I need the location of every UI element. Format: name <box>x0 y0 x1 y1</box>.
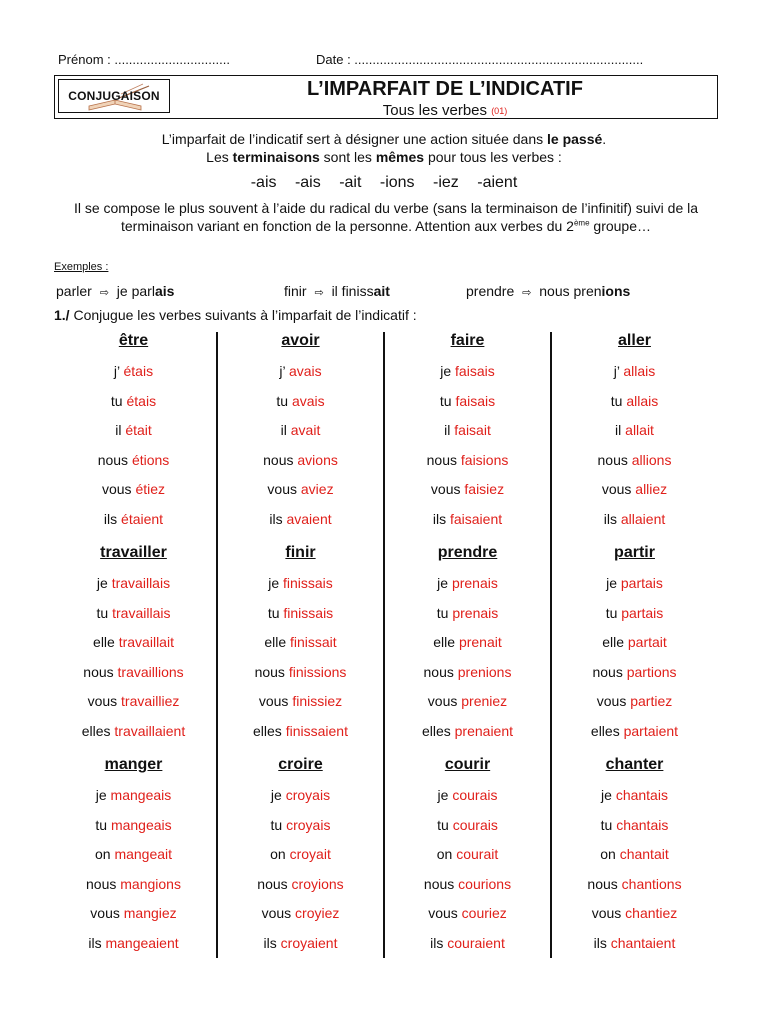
conjugated-form: faisiez <box>464 481 505 497</box>
conjugated-form: croyais <box>285 787 331 803</box>
intro-line-1-text: L’imparfait de l’indicatif sert à désigner une action située dans <box>161 131 544 147</box>
pronoun: je <box>606 575 617 591</box>
conjugated-form: mangeais <box>110 787 172 803</box>
conjugation-row <box>551 723 718 739</box>
exercise-instruction <box>54 307 417 323</box>
pronoun: vous <box>87 693 118 709</box>
conjugated-form: chantais <box>615 787 668 803</box>
conjugation-row <box>384 723 551 739</box>
conjugated-form: prenait <box>458 634 502 650</box>
conjugated-form: avais <box>291 392 325 409</box>
conjugated-form: finissait <box>290 634 337 650</box>
conjugated-form: étaient <box>121 510 164 527</box>
conjugation-row <box>50 817 217 833</box>
conjugated-form: chantais <box>616 816 669 833</box>
conjugation-row <box>551 693 718 709</box>
conjugation-row <box>551 905 718 921</box>
conjugated-form: faisais <box>455 363 495 379</box>
pronoun: j’ <box>279 363 286 379</box>
example-item <box>466 283 630 299</box>
verb-infinitive: courir <box>444 756 491 773</box>
pronoun: vous <box>428 905 458 921</box>
verb-infinitive: faire <box>450 332 485 349</box>
rule-paragraph-end: groupe… <box>589 218 651 234</box>
conjugation-row <box>217 905 384 921</box>
conjugation-row <box>217 452 384 468</box>
exercise-number: 1./ <box>54 307 70 323</box>
conjugation-row <box>384 452 551 468</box>
conjugated-form: partiez <box>630 693 673 709</box>
conjugation-row <box>551 664 718 680</box>
conjugated-form: finissais <box>283 575 333 591</box>
conjugation-row <box>384 846 551 862</box>
endings-list <box>0 174 768 192</box>
conjugation-row <box>50 363 217 379</box>
conjugation-row <box>217 481 384 497</box>
conjugated-form: prenais <box>451 575 498 591</box>
pronoun: ils <box>603 510 617 527</box>
pronoun: nous <box>254 663 285 680</box>
pronoun: nous <box>83 663 114 680</box>
conjugation-row <box>384 422 551 438</box>
intro-line-2-e: pour tous les verbes : <box>427 149 562 165</box>
pronoun: tu <box>600 816 613 833</box>
conjugated-form: courais <box>452 787 498 803</box>
subtitle-text: Tous les verbes <box>382 102 488 119</box>
pronoun: je <box>268 575 280 591</box>
pronoun: tu <box>605 604 618 621</box>
pronoun: tu <box>610 392 623 409</box>
example-item <box>56 283 174 299</box>
conjugation-row <box>50 723 217 739</box>
conjugation-row <box>50 846 217 862</box>
conjugation-row <box>50 876 217 892</box>
pronoun: nous <box>86 875 117 892</box>
pronoun: nous <box>257 875 288 892</box>
pronoun: il <box>115 422 122 438</box>
pronoun: je <box>95 787 107 803</box>
pronoun: vous <box>90 905 120 921</box>
conjugated-form: faisions <box>460 451 509 468</box>
examples-label: Exemples : <box>54 261 109 273</box>
example-stem: il finiss <box>331 283 374 299</box>
pronoun: tu <box>267 604 280 621</box>
intro-line-2-a: Les <box>206 149 229 165</box>
conjugated-form: croyions <box>291 875 344 892</box>
ending-item: -ions <box>379 174 415 191</box>
example-infinitive: finir <box>284 283 307 299</box>
conjugation-row <box>50 664 217 680</box>
title-box <box>54 75 718 119</box>
pronoun: elles <box>253 722 282 739</box>
conjugated-form: partais <box>621 604 664 621</box>
conjugated-form: travaillaient <box>114 722 186 739</box>
conjugation-row <box>50 575 217 591</box>
pronoun: vous <box>601 481 632 497</box>
conjugation-row <box>50 605 217 621</box>
conjugation-row <box>384 787 551 803</box>
conjugation-row <box>217 817 384 833</box>
conjugated-form: mangiez <box>123 905 177 921</box>
ending-item: -ais <box>294 174 321 191</box>
arrow-right-icon: ⇨ <box>99 287 109 299</box>
conjugated-form: allait <box>625 422 654 438</box>
conjugated-form: mangions <box>120 875 181 892</box>
pronoun: je <box>270 787 282 803</box>
conjugated-form: chantiez <box>625 905 678 921</box>
conjugated-form: finissions <box>288 663 347 680</box>
verb-infinitive: être <box>118 332 149 349</box>
conjugated-form: prenions <box>457 663 512 680</box>
conjugated-form: avais <box>288 363 322 379</box>
pronoun: on <box>600 846 616 862</box>
conjugation-row <box>217 787 384 803</box>
conjugation-row <box>217 575 384 591</box>
example-ending: ais <box>154 283 175 299</box>
conjugation-row <box>50 511 217 527</box>
verb-infinitive: croire <box>278 756 323 773</box>
conjugation-row <box>217 935 384 951</box>
conjugated-form: partais <box>620 575 663 591</box>
conjugaison-label: CONJUGAISON <box>68 89 160 103</box>
date-field: Date : ................................................................................ <box>316 52 644 67</box>
pronoun: vous <box>261 905 292 921</box>
verb-infinitive: finir <box>285 544 316 561</box>
conjugated-form: travaillais <box>111 575 171 591</box>
pronoun: nous <box>592 663 623 680</box>
conjugated-form: était <box>125 422 152 438</box>
conjugated-form: prenaient <box>454 722 514 739</box>
pronoun: vous <box>101 481 132 497</box>
verb-infinitive: chanter <box>605 756 664 773</box>
arrow-right-icon: ⇨ <box>522 287 532 299</box>
conjugation-row <box>384 575 551 591</box>
pronoun: nous <box>97 451 129 468</box>
conjugation-row <box>551 422 718 438</box>
conjugation-row <box>50 422 217 438</box>
conjugation-row <box>217 422 384 438</box>
pronoun: elles <box>81 722 111 739</box>
pronoun: j’ <box>113 363 120 379</box>
conjugation-row <box>384 393 551 409</box>
conjugation-row <box>551 935 718 951</box>
pronoun: elles <box>590 722 620 739</box>
pronoun: tu <box>95 816 108 833</box>
pronoun: nous <box>426 451 457 468</box>
intro-line-2-b: terminaisons <box>232 149 320 165</box>
conjugation-row <box>384 363 551 379</box>
pronoun: elle <box>602 634 624 650</box>
prenom-field: Prénom : ................................ <box>58 52 230 67</box>
pronoun: tu <box>96 604 109 621</box>
conjugation-row <box>551 363 718 379</box>
pronoun: j’ <box>613 363 620 379</box>
conjugated-form: faisait <box>454 422 491 438</box>
conjugated-form: mangeaient <box>105 934 179 951</box>
conjugation-row <box>217 693 384 709</box>
pronoun: vous <box>430 481 461 497</box>
pronoun: vous <box>596 693 627 709</box>
conjugation-row <box>217 634 384 650</box>
conjugation-row <box>551 787 718 803</box>
conjugated-form: croyiez <box>295 905 340 921</box>
pronoun: tu <box>437 816 449 833</box>
conjugated-form: faisaient <box>449 510 503 527</box>
conjugation-row <box>384 634 551 650</box>
pronoun: je <box>601 787 612 803</box>
pronoun: tu <box>110 392 123 409</box>
conjugated-form: courions <box>458 875 512 892</box>
pronoun: ils <box>88 934 102 951</box>
pronoun: ils <box>103 510 118 527</box>
conjugated-form: finissiez <box>292 693 343 709</box>
pronoun: vous <box>258 693 289 709</box>
conjugation-row <box>217 605 384 621</box>
ending-item: -ait <box>339 174 362 191</box>
conjugated-form: couraient <box>447 934 505 951</box>
example-ending: ait <box>373 283 390 299</box>
conjugated-form: finissais <box>283 604 334 621</box>
arrow-right-icon: ⇨ <box>314 287 324 299</box>
pronoun: nous <box>263 451 294 468</box>
conjugated-form: travailliez <box>121 693 180 709</box>
conjugation-row <box>217 846 384 862</box>
pronoun: elle <box>264 634 287 650</box>
example-ending: ions <box>601 283 631 299</box>
page-subtitle <box>173 102 717 119</box>
conjugated-form: allaient <box>620 510 666 527</box>
pronoun: ils <box>432 510 447 527</box>
pronoun: il <box>615 422 622 438</box>
conjugation-row <box>551 817 718 833</box>
conjugated-form: allais <box>626 392 659 409</box>
example-stem: nous pren <box>539 283 602 299</box>
conjugation-row <box>551 605 718 621</box>
conjugated-form: étais <box>123 363 154 379</box>
conjugation-row <box>384 876 551 892</box>
conjugation-row <box>551 481 718 497</box>
intro-line-1-bold: le passé <box>547 131 603 147</box>
conjugated-form: travaillait <box>118 634 174 650</box>
conjugated-form: croyais <box>286 816 331 833</box>
conjugated-form: aviez <box>300 481 334 497</box>
conjugated-form: chantaient <box>610 934 676 951</box>
conjugation-row <box>217 393 384 409</box>
pronoun: je <box>440 363 452 379</box>
conjugated-form: faisais <box>455 392 496 409</box>
conjugated-form: finissaient <box>285 722 348 739</box>
conjugation-row <box>551 876 718 892</box>
conjugated-form: travaillais <box>112 604 171 621</box>
conjugation-row <box>50 393 217 409</box>
conjugated-form: mangeait <box>114 846 173 862</box>
conjugated-form: travaillions <box>117 663 184 680</box>
verb-infinitive: avoir <box>281 332 320 349</box>
conjugated-form: allais <box>623 363 656 379</box>
conjugation-row <box>217 876 384 892</box>
pronoun: tu <box>276 392 289 409</box>
conjugation-row <box>50 935 217 951</box>
ending-item: -iez <box>433 174 459 191</box>
pronoun: elle <box>433 634 456 650</box>
rule-paragraph-text: Il se compose le plus souvent à l’aide du radical du verbe (sans la terminaison de l’infinitif) suivi de la terminaison variant en fonction de la personne. Attention aux verbes du 2 <box>73 200 699 234</box>
rule-paragraph-sup: ème <box>573 218 590 228</box>
conjugated-form: étions <box>131 451 170 468</box>
conjugated-form: avions <box>297 451 338 468</box>
pronoun: ils <box>269 510 283 527</box>
pronoun: nous <box>423 663 454 680</box>
conjugation-row <box>384 605 551 621</box>
conjugation-row <box>551 846 718 862</box>
pronoun: il <box>444 422 451 438</box>
pronoun: ils <box>263 934 277 951</box>
intro-line-1 <box>0 131 768 147</box>
conjugated-form: partions <box>626 663 677 680</box>
rule-paragraph <box>54 199 718 235</box>
conjugation-row <box>384 935 551 951</box>
pronoun: nous <box>423 875 455 892</box>
conjugation-row <box>217 511 384 527</box>
conjugated-form: preniez <box>461 693 508 709</box>
conjugation-row <box>384 664 551 680</box>
conjugated-form: étiez <box>135 481 166 497</box>
pronoun: nous <box>597 451 628 468</box>
pronoun: on <box>270 846 286 862</box>
pronoun: elle <box>93 634 115 650</box>
conjugated-form: courait <box>456 846 499 862</box>
conjugation-row <box>551 634 718 650</box>
verb-infinitive: partir <box>614 544 655 561</box>
subtitle-number: (01) <box>491 106 508 117</box>
pronoun: il <box>280 422 287 438</box>
intro-line-1-end: . <box>602 131 607 147</box>
conjugated-form: croyaient <box>280 934 338 951</box>
conjugated-form: mangeais <box>110 816 172 833</box>
conjugation-row <box>551 393 718 409</box>
pronoun: tu <box>436 604 449 621</box>
conjugation-row <box>384 905 551 921</box>
conjugation-row <box>384 481 551 497</box>
conjugated-form: alliez <box>635 481 668 497</box>
conjugation-grid <box>50 332 718 958</box>
example-infinitive: prendre <box>466 283 515 299</box>
conjugaison-badge <box>58 79 170 113</box>
conjugated-form: prenais <box>452 604 499 621</box>
example-item <box>284 283 390 299</box>
pronoun: on <box>94 846 111 862</box>
conjugation-row <box>551 575 718 591</box>
conjugated-form: courais <box>452 816 498 833</box>
pronoun: tu <box>439 392 452 409</box>
pronoun: je <box>96 575 108 591</box>
pronoun: vous <box>427 693 458 709</box>
conjugation-row <box>50 452 217 468</box>
pronoun: tu <box>270 816 283 833</box>
conjugated-form: partaient <box>623 722 679 739</box>
conjugated-form: étais <box>126 392 157 409</box>
conjugation-row <box>50 905 217 921</box>
example-stem: je parl <box>116 283 155 299</box>
conjugated-form: croyait <box>289 846 331 862</box>
conjugation-row <box>50 481 217 497</box>
pronoun: elles <box>421 722 451 739</box>
pronoun: nous <box>587 875 618 892</box>
conjugated-form: allions <box>631 451 672 468</box>
pronoun: vous <box>591 905 622 921</box>
conjugation-row <box>384 817 551 833</box>
verb-infinitive: aller <box>618 332 651 349</box>
verb-infinitive: travailler <box>100 544 167 561</box>
ending-item: -ais <box>250 174 277 191</box>
conjugated-form: avaient <box>286 510 332 527</box>
conjugation-row <box>217 723 384 739</box>
exercise-text: Conjugue les verbes suivants à l’imparfait de l’indicatif : <box>69 307 417 323</box>
conjugation-row <box>551 452 718 468</box>
intro-line-2-c: sont les <box>323 149 372 165</box>
conjugation-row <box>50 634 217 650</box>
verb-infinitive: prendre <box>437 544 498 561</box>
conjugation-row <box>384 511 551 527</box>
conjugated-form: chantait <box>619 846 669 862</box>
pronoun: je <box>437 787 449 803</box>
ending-item: -aient <box>477 174 518 191</box>
pronoun: on <box>436 846 453 862</box>
verb-infinitive: manger <box>104 756 163 773</box>
pronoun: je <box>437 575 449 591</box>
conjugated-form: couriez <box>461 905 507 921</box>
conjugation-row <box>551 511 718 527</box>
intro-line-2-d: mêmes <box>375 149 425 165</box>
conjugation-row <box>50 693 217 709</box>
conjugation-row <box>50 787 217 803</box>
conjugated-form: chantions <box>621 875 682 892</box>
conjugation-row <box>384 693 551 709</box>
intro-line-2 <box>0 149 768 165</box>
conjugation-row <box>217 664 384 680</box>
pronoun: ils <box>430 934 444 951</box>
pronoun: ils <box>593 934 607 951</box>
conjugated-form: avait <box>290 422 321 438</box>
conjugated-form: partait <box>627 634 667 650</box>
pronoun: vous <box>267 481 297 497</box>
example-infinitive: parler <box>56 283 92 299</box>
conjugation-row <box>217 363 384 379</box>
page-title: L’IMPARFAIT DE L’INDICATIF <box>307 78 583 100</box>
